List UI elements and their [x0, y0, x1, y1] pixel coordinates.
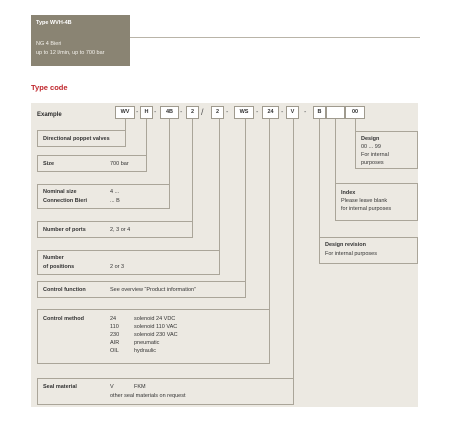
code-separator: - — [281, 109, 284, 116]
connector-line — [245, 119, 246, 281]
code-separator: - — [256, 109, 259, 116]
field-value: 4 ... — [110, 189, 120, 195]
field-value: 700 bar — [110, 161, 129, 167]
example-label: Example — [37, 112, 62, 118]
field-label: Number of ports — [43, 227, 86, 233]
field-value: purposes — [361, 160, 384, 166]
connector-line — [293, 119, 294, 378]
method-text: solenoid 230 VAC — [134, 332, 178, 338]
code-slash: / — [201, 107, 204, 117]
connector-line — [355, 119, 356, 131]
connector-line — [269, 119, 270, 309]
series-header-box — [31, 15, 130, 66]
method-code: AIR — [110, 340, 120, 346]
field-number-of-positions — [37, 250, 220, 275]
field-label: Directional poppet valves — [43, 136, 110, 142]
code-box-4b: 4B — [160, 106, 179, 119]
series-subtitle-line2: up to 12 l/min, up to 700 bar — [36, 50, 105, 56]
seal-code: V — [110, 384, 114, 390]
header-divider — [130, 37, 420, 38]
code-box-b: B — [313, 106, 326, 119]
field-control-function — [37, 281, 246, 298]
field-value: ... B — [110, 198, 120, 204]
field-value: 2, 3 or 4 — [110, 227, 131, 233]
field-number-of-ports — [37, 221, 193, 238]
field-value: For internal — [361, 152, 389, 158]
field-design — [355, 131, 418, 169]
method-code: 110 — [110, 324, 119, 330]
field-index — [335, 183, 418, 221]
field-value: See overview “Product information” — [110, 287, 196, 293]
field-label: of positions — [43, 264, 75, 270]
field-label: Connection Bieri — [43, 198, 88, 204]
code-box-24: 24 — [262, 106, 279, 119]
field-label: Nominal size — [43, 189, 77, 195]
method-code: 230 — [110, 332, 120, 338]
field-label: Index — [341, 190, 356, 196]
field-directional-valves — [37, 130, 126, 147]
code-box-wv: WV — [115, 106, 135, 119]
field-label: Seal material — [43, 384, 77, 390]
code-box-00: 00 — [345, 106, 365, 119]
connector-line — [125, 119, 126, 130]
field-label: Design revision — [325, 242, 366, 248]
code-box-positions: 2 — [211, 106, 224, 119]
code-box-ports: 2 — [186, 106, 199, 119]
method-text: solenoid 24 VDC — [134, 316, 176, 322]
series-title: Type WVH-4B — [36, 20, 72, 26]
field-value: 2 or 3 — [110, 264, 125, 270]
connector-line — [146, 119, 147, 155]
code-separator: - — [226, 109, 229, 116]
field-label: Size — [43, 161, 55, 167]
field-control-method — [37, 309, 270, 364]
field-value: For internal purposes — [325, 251, 377, 257]
field-value: 00 ... 99 — [361, 144, 381, 150]
code-box-h: H — [140, 106, 153, 119]
field-label: Number — [43, 255, 64, 261]
field-value: FKM — [134, 384, 146, 390]
code-box-v: V — [286, 106, 299, 119]
field-value: Please leave blank — [341, 198, 388, 204]
section-title: Type code — [31, 83, 68, 92]
field-value: for internal purposes — [341, 206, 392, 212]
method-code: OIL — [110, 348, 119, 354]
connector-line — [219, 119, 220, 250]
code-separator: - — [136, 109, 139, 116]
code-box-ws: WS — [234, 106, 254, 119]
field-label: Control function — [43, 287, 86, 293]
connector-line — [192, 119, 193, 221]
connector-line — [335, 119, 336, 183]
code-separator: - — [154, 109, 157, 116]
method-text: solenoid 110 VAC — [134, 324, 178, 330]
code-separator: - — [180, 109, 183, 116]
connector-line — [169, 119, 170, 184]
field-size — [37, 155, 147, 172]
field-label: Control method — [43, 316, 84, 322]
field-nominal-size — [37, 184, 170, 209]
method-code: 24 — [110, 316, 117, 322]
code-separator: - — [304, 109, 307, 116]
connector-line — [319, 119, 320, 237]
field-design-revision — [319, 237, 418, 264]
field-note: other seal materials on request — [110, 393, 186, 399]
series-subtitle-line1: NG 4 Bieri — [36, 41, 62, 47]
method-text: hydraulic — [134, 348, 157, 354]
method-text: pneumatic — [134, 340, 160, 346]
field-seal-material — [37, 378, 294, 405]
field-label: Design — [361, 136, 380, 142]
code-box-blank — [326, 106, 345, 119]
